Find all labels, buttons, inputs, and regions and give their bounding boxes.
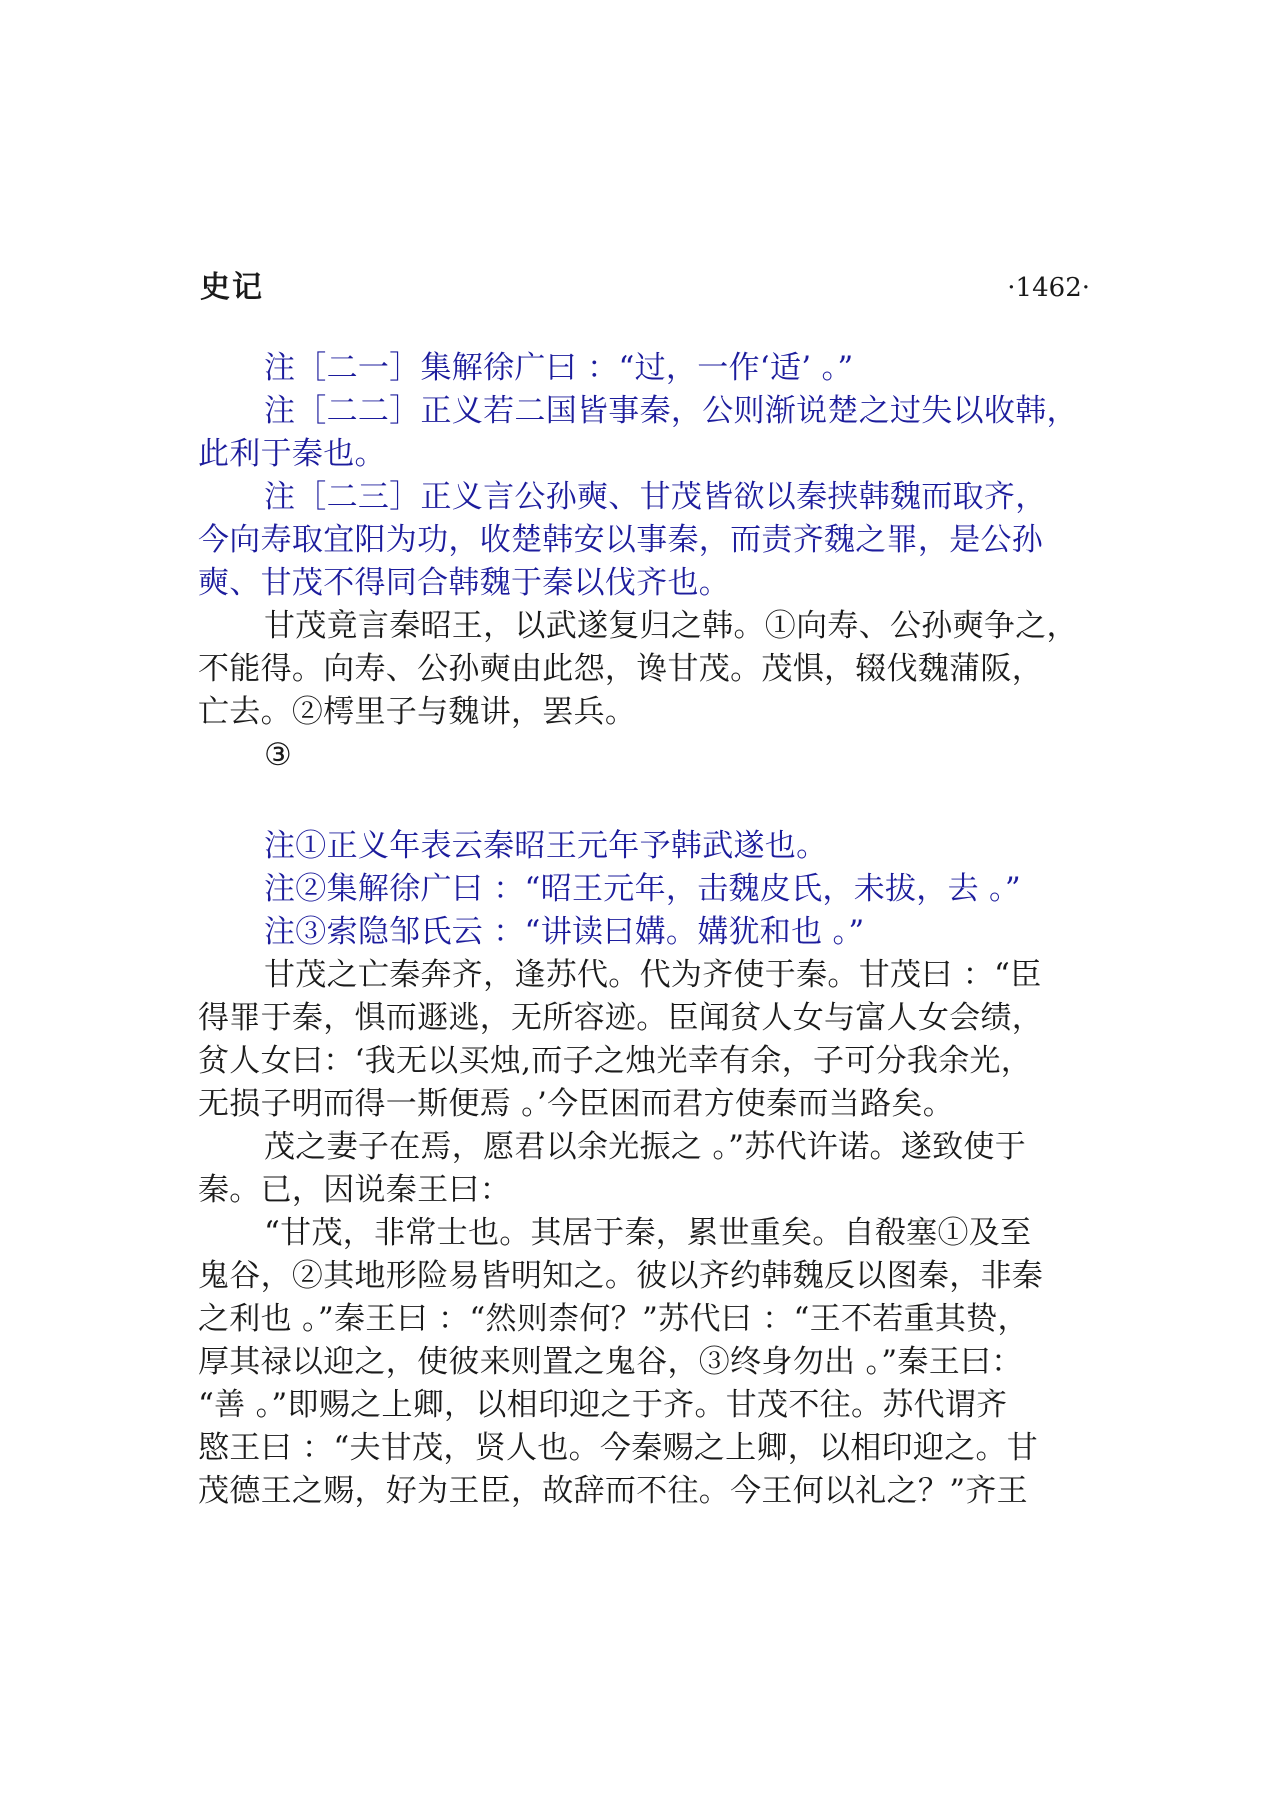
body-text-line: 甘茂竟言秦昭王，以武遂复归之韩。①向寿、公孙奭争之， <box>264 608 1078 644</box>
body-text-line: “甘茂，非常士也。其居于秦，累世重矣。自殽塞①及至 <box>264 1215 1032 1251</box>
body-text-line: 贫人女曰：‘我无以买烛,而子之烛光幸有余，子可分我余光， <box>198 1043 1033 1079</box>
body-text-line: 无损子明而得一斯便焉 。’今臣困而君方使秦而当路矣。 <box>198 1086 955 1122</box>
annotation-line: 注①正义年表云秦昭王元年予韩武遂也。 <box>264 828 828 864</box>
body-text-line: 茂德王之赐，好为王臣，故辞而不往。今王何以礼之？”齐王 <box>198 1473 1028 1509</box>
body-text-line: 得罪于秦，惧而遯逃，无所容迹。臣闻贫人女与富人女会绩， <box>198 1000 1044 1036</box>
body-text-line: 愍王曰 ：“夫甘茂，贤人也。今秦赐之上卿，以相印迎之。甘 <box>198 1430 1039 1466</box>
body-text-line: 秦。已，因说秦王曰： <box>198 1172 511 1208</box>
body-text-line: 甘茂之亡秦奔齐，逢苏代。代为齐使于秦。甘茂曰 ：“臣 <box>264 957 1042 993</box>
body-text-line: 鬼谷，②其地形险易皆明知之。彼以齐约韩魏反以图秦，非秦 <box>198 1258 1044 1294</box>
page-number: ·1462· <box>1007 273 1090 303</box>
annotation-line: 注［二三］正义言公孙奭、甘茂皆欲以秦挟韩魏而取齐， <box>264 479 1047 515</box>
body-text-line: 之利也 。”秦王曰 ：“然则柰何？”苏代曰 ：“王不若重其贽， <box>198 1301 1029 1337</box>
body-text-line: 不能得。向寿、公孙奭由此怨，谗甘茂。茂惧，辍伐魏蒲阪， <box>198 651 1044 687</box>
body-text-line: 厚其禄以迎之，使彼来则置之鬼谷，③终身勿出 。”秦王曰： <box>198 1344 1023 1380</box>
body-text-line: 亡去。②樗里子与魏讲，罢兵。 <box>198 694 637 730</box>
text-body <box>198 347 1098 1513</box>
annotation-line: 注［二一］集解徐广曰 ：“过，一作‘适’ 。” <box>264 350 854 386</box>
annotation-line: 今向寿取宜阳为功，收楚韩安以事秦，而责齐魏之罪，是公孙 <box>198 522 1044 558</box>
book-title: 史记 <box>200 270 264 305</box>
paragraph-gap <box>198 777 1098 825</box>
annotation-line: 此利于秦也。 <box>198 436 386 472</box>
annotation-line: 注［二二］正义若二国皆事秦，公则渐说楚之过失以收韩， <box>264 393 1078 429</box>
page-header <box>200 266 1090 310</box>
annotation-line: 注②集解徐广曰 ：“昭王元年，击魏皮氏，未拔，去 。” <box>264 871 1022 907</box>
annotation-line: 奭、甘茂不得同合韩魏于秦以伐齐也。 <box>198 565 731 601</box>
annotation-line: 注③索隐邹氏云 ：“讲读曰媾。媾犹和也 。” <box>264 914 865 950</box>
body-text-line: ③ <box>264 737 293 773</box>
body-text-line: “善 。”即赐之上卿，以相印迎之于齐。甘茂不往。苏代谓齐 <box>198 1387 1008 1423</box>
body-text-line: 茂之妻子在焉，愿君以余光振之 。”苏代许诺。遂致使于 <box>264 1129 1026 1165</box>
